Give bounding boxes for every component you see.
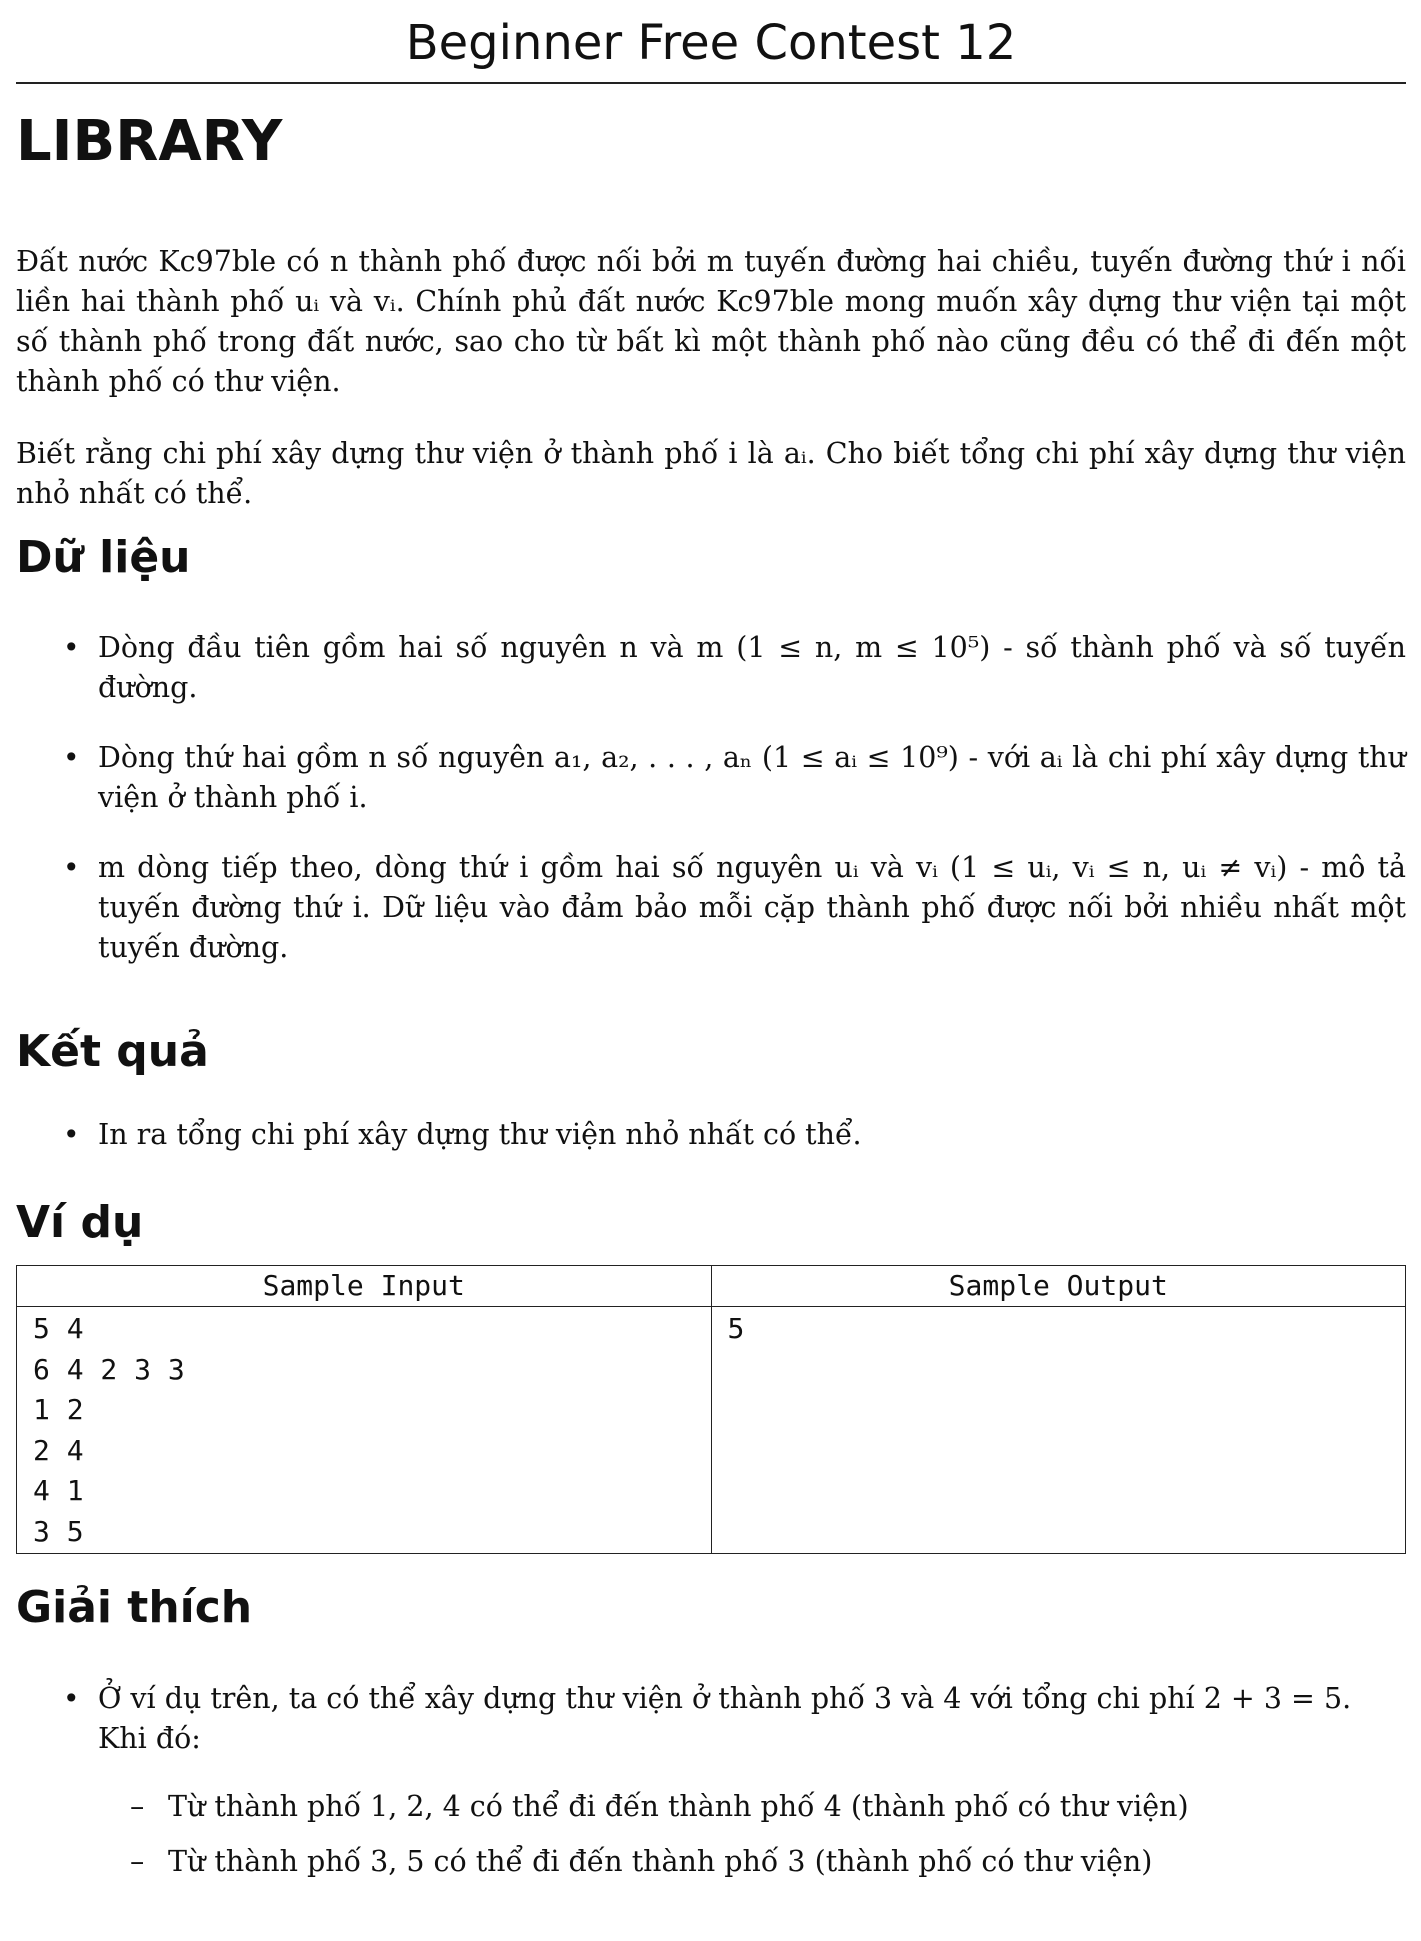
input-spec-item: • Dòng thứ hai gồm n số nguyên a₁, a₂, . . . , aₙ (1 ≤ aᵢ ≤ 10⁹) - với aᵢ là chi phí xây dựng thư viện ở thành phố i. <box>98 738 1406 818</box>
output-section-heading: Kết quả <box>16 1026 209 1078</box>
explanation-line-1: Ở ví dụ trên, ta có thể xây dựng thư viện ở thành phố 3 và 4 với tổng chi phí 2 + 3 = 5. <box>98 1681 1352 1715</box>
explanation-sub-item: – Từ thành phố 1, 2, 4 có thể đi đến thành phố 4 (thành phố có thư viện) <box>168 1787 1406 1827</box>
statement-paragraph-1: Đất nước Kc97ble có n thành phố được nối bởi m tuyến đường hai chiều, tuyến đường thứ i nối liền hai thành phố uᵢ và vᵢ. Chính phủ đất nước Kc97ble mong muốn xây dựng thư viện tại một số thành phố trong đất nước, sao cho từ bất kì một thành phố nào cũng đều có thể đi đến một thành phố có thư viện. <box>16 245 1406 398</box>
input-spec-list <box>16 628 1406 968</box>
sample-input-line: 2 4 <box>33 1433 84 1467</box>
statement-paragraph-2: Biết rằng chi phí xây dựng thư viện ở thành phố i là aᵢ. Cho biết tổng chi phí xây dựng thư viện nhỏ nhất có thể. <box>16 437 1406 510</box>
explanation-sub-item: – Từ thành phố 3, 5 có thể đi đến thành phố 3 (thành phố có thư viện) <box>168 1842 1406 1882</box>
explanation-line-2: Khi đó: <box>98 1721 201 1755</box>
explanation-item <box>98 1679 1406 1759</box>
output-spec-item: • In ra tổng chi phí xây dựng thư viện nhỏ nhất có thể. <box>98 1115 1406 1155</box>
example-section-heading: Ví dụ <box>16 1196 144 1248</box>
sample-input-line: 5 4 <box>33 1312 84 1346</box>
sample-output-cell <box>711 1307 1406 1554</box>
sample-output-line: 5 <box>727 1312 745 1346</box>
problem-title: LIBRARY <box>16 109 283 174</box>
output-spec-list <box>16 1115 1406 1155</box>
header-rule <box>16 82 1406 84</box>
sample-input-line: 6 4 2 3 3 <box>33 1352 185 1386</box>
document-page <box>16 0 1406 1882</box>
sample-input-line: 3 5 <box>33 1514 84 1548</box>
explanation-list <box>16 1679 1406 1759</box>
input-section-heading: Dữ liệu <box>16 532 191 583</box>
sample-table <box>16 1265 1406 1554</box>
input-spec-item: • Dòng đầu tiên gồm hai số nguyên n và m (1 ≤ n, m ≤ 10⁵) - số thành phố và số tuyến đường. <box>98 628 1406 708</box>
explanation-sub-list <box>16 1787 1406 1882</box>
sample-input-header: Sample Input <box>17 1266 712 1307</box>
sample-input-line: 1 2 <box>33 1393 84 1427</box>
input-spec-item: • m dòng tiếp theo, dòng thứ i gồm hai số nguyên uᵢ và vᵢ (1 ≤ uᵢ, vᵢ ≤ n, uᵢ ≠ vᵢ) - mô tả tuyến đường thứ i. Dữ liệu vào đảm bảo mỗi cặp thành phố được nối bởi nhiều nhất một tuyến đường. <box>98 848 1406 968</box>
contest-title: Beginner Free Contest 12 <box>405 15 1017 71</box>
sample-input-line: 4 1 <box>33 1474 84 1508</box>
sample-output-header: Sample Output <box>711 1266 1406 1307</box>
sample-input-cell <box>17 1307 712 1554</box>
explanation-section-heading: Giải thích <box>16 1582 253 1634</box>
